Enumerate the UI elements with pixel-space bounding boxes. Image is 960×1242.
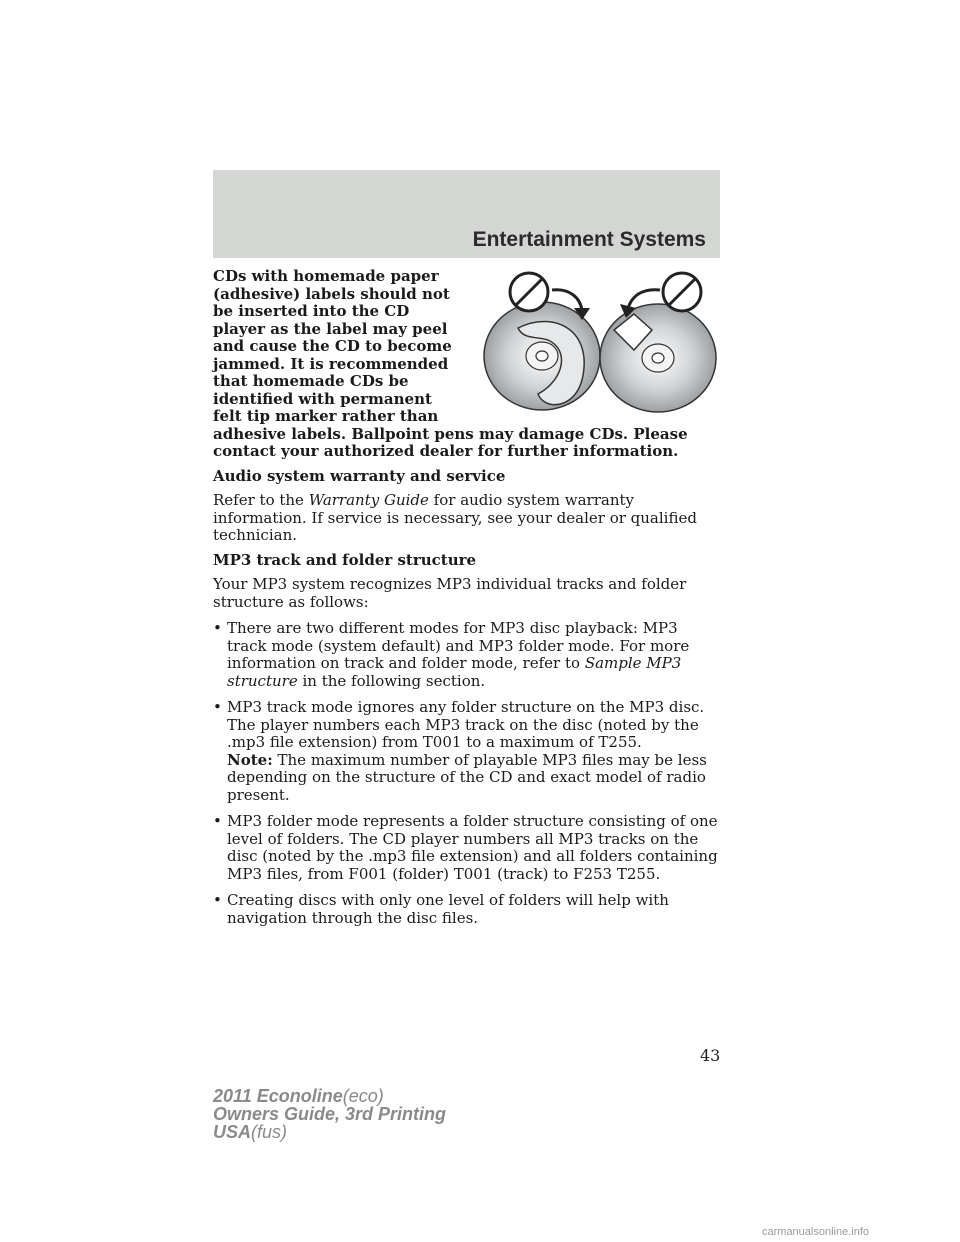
mp3-bullet-list (213, 620, 720, 927)
mp3-heading: MP3 track and folder structure (213, 550, 477, 569)
section-title: Entertainment Systems (472, 228, 706, 251)
mp3-intro: Your MP3 system recognizes MP3 individual tracks and folder structure as follows: (213, 575, 687, 611)
page-number: 43 (700, 1046, 721, 1065)
page-content (213, 268, 720, 927)
section-header (213, 170, 720, 258)
list-item: • There are two different modes for MP3 disc playback: MP3 track mode (system default) and MP3 folder mode. For more information on track and folder mode, refer to Sample MP3 structure in the following section. (213, 619, 690, 690)
disc-right-icon (600, 304, 716, 412)
list-item: • MP3 folder mode represents a folder structure consisting of one level of folders. The CD player numbers all MP3 tracks on the disc (noted by the .mp3 file extension) and all folders containing MP3 files, from F001 (folder) T001 (track) to F253 T255. (213, 812, 718, 883)
sample-structure-ref: Sample MP3 structure (227, 654, 682, 690)
footer: 2011 Econoline(eco) Owners Guide, 3rd Printing USA(fus) (213, 1086, 447, 1142)
cd-label-warning-illustration (474, 270, 724, 418)
watermark: carmanualsonline.info (762, 1226, 870, 1238)
list-item: • Creating discs with only one level of folders will help with navigation through the disc files. (213, 891, 669, 927)
note-label: Note: (227, 750, 273, 769)
warranty-guide-ref: Warranty Guide (308, 491, 429, 509)
prohibited-icon-left (510, 273, 548, 311)
list-item: • MP3 track mode ignores any folder structure on the MP3 disc. The player numbers each MP3 track on the disc (noted by the .mp3 file extension) from T001 to a maximum of T255. Note: The maximum number of playable MP3 files may be less depending on the structure of the CD and exact model of radio present. (213, 698, 707, 804)
intro-paragraph: CDs with homemade paper (adhesive) labels should not be inserted into the CD player as the label may peel and cause the CD to become jammed. It is recommended that homemade CDs be identified with permanent felt tip marker rather than adhesive labels. Ballpoint pens may damage CDs. Please contact your authorized dealer for further information. (213, 267, 688, 460)
prohibited-icon-right (663, 273, 701, 311)
warranty-heading: Audio system warranty and service (213, 466, 506, 485)
warranty-paragraph: Refer to the Warranty Guide for audio system warranty information. If service is necessary, see your dealer or qualified technician. (213, 491, 697, 544)
